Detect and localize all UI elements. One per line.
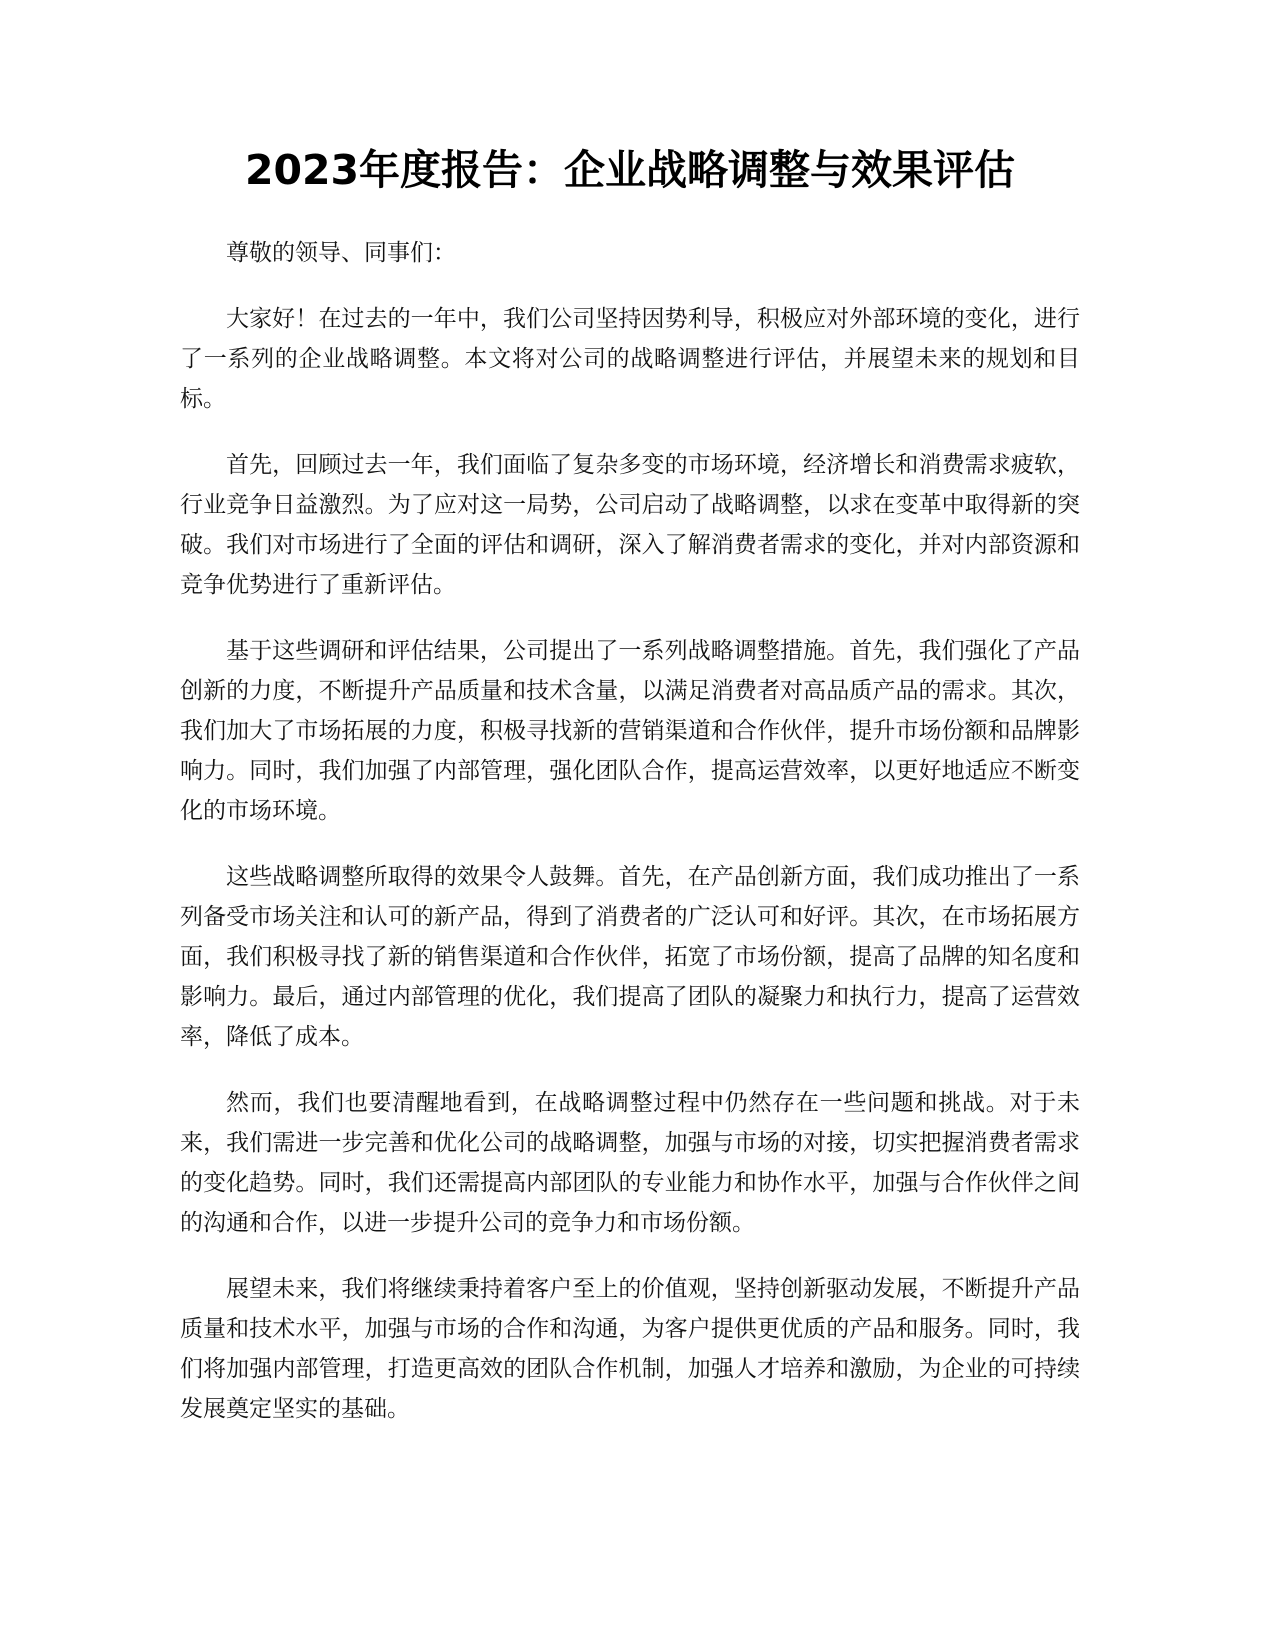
paragraph-outlook: 展望未来，我们将继续秉持着客户至上的价值观，坚持创新驱动发展，不断提升产品质量和技术水平，加强与市场的合作和沟通，为客户提供更优质的产品和服务。同时，我们将加强内部管理，打造更高效的团队合作机制，加强人才培养和激励，为企业的可持续发展奠定坚实的基础。 bbox=[180, 1276, 1080, 1422]
document-title: 2023年度报告：企业战略调整与效果评估 bbox=[244, 146, 1016, 194]
document-page bbox=[180, 0, 1080, 1650]
salutation: 尊敬的领导、同事们： bbox=[226, 240, 456, 266]
paragraph-intro: 大家好！在过去的一年中，我们公司坚持因势利导，积极应对外部环境的变化，进行了一系列的企业战略调整。本文将对公司的战略调整进行评估，并展望未来的规划和目标。 bbox=[180, 306, 1080, 412]
paragraph-challenges: 然而，我们也要清醒地看到，在战略调整过程中仍然存在一些问题和挑战。对于未来，我们需进一步完善和优化公司的战略调整，加强与市场的对接，切实把握消费者需求的变化趋势。同时，我们还需提高内部团队的专业能力和协作水平，加强与合作伙伴之间的沟通和合作，以进一步提升公司的竞争力和市场份额。 bbox=[180, 1090, 1080, 1236]
paragraph-measures: 基于这些调研和评估结果，公司提出了一系列战略调整措施。首先，我们强化了产品创新的力度，不断提升产品质量和技术含量，以满足消费者对高品质产品的需求。其次，我们加大了市场拓展的力度，积极寻找新的营销渠道和合作伙伴，提升市场份额和品牌影响力。同时，我们加强了内部管理，强化团队合作，提高运营效率，以更好地适应不断变化的市场环境。 bbox=[180, 638, 1080, 824]
paragraph-review: 首先，回顾过去一年，我们面临了复杂多变的市场环境，经济增长和消费需求疲软，行业竞争日益激烈。为了应对这一局势，公司启动了战略调整，以求在变革中取得新的突破。我们对市场进行了全面的评估和调研，深入了解消费者需求的变化，并对内部资源和竞争优势进行了重新评估。 bbox=[180, 452, 1080, 598]
paragraph-results: 这些战略调整所取得的效果令人鼓舞。首先，在产品创新方面，我们成功推出了一系列备受市场关注和认可的新产品，得到了消费者的广泛认可和好评。其次，在市场拓展方面，我们积极寻找了新的销售渠道和合作伙伴，拓宽了市场份额，提高了品牌的知名度和影响力。最后，通过内部管理的优化，我们提高了团队的凝聚力和执行力，提高了运营效率，降低了成本。 bbox=[180, 864, 1080, 1050]
document-body bbox=[180, 233, 1080, 1455]
